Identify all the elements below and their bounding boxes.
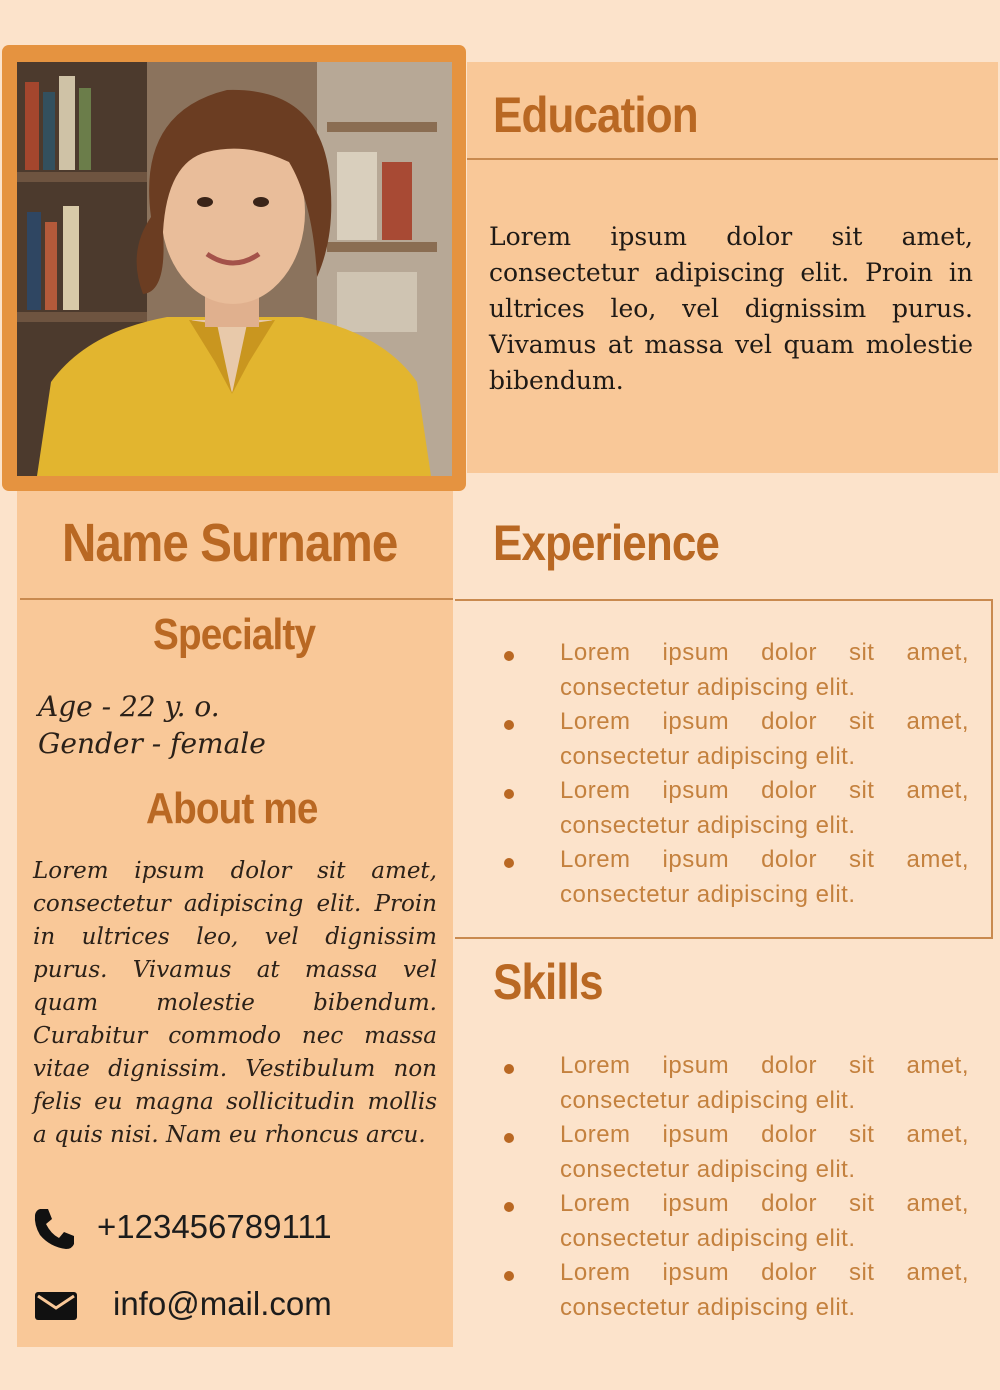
email-address[interactable]: info@mail.com [113,1285,332,1322]
name-heading: Name Surname [62,513,398,573]
experience-item [499,843,969,912]
experience-item-text: Lorem ipsum dolor sit amet, consectetur adipiscing elit. [560,777,969,839]
experience-item [499,636,969,705]
age-text: Age - 22 y. o. [38,690,220,723]
mail-icon [33,1288,79,1324]
skill-item-text: Lorem ipsum dolor sit amet, consectetur adipiscing elit. [560,1121,969,1183]
education-divider [467,158,998,160]
specialty-heading: Specialty [153,610,316,659]
phone-icon [32,1205,78,1251]
education-heading: Education [493,87,698,143]
experience-item-text: Lorem ipsum dolor sit amet, consectetur adipiscing elit. [560,846,969,908]
experience-heading: Experience [493,515,720,571]
profile-photo-illustration [17,62,452,476]
skill-item [499,1049,969,1118]
skill-item [499,1187,969,1256]
bullet-icon [504,1064,514,1074]
skill-item-text: Lorem ipsum dolor sit amet, consectetur adipiscing elit. [560,1052,969,1114]
name-divider [20,598,453,600]
education-text: Lorem ipsum dolor sit amet, consectetur adipiscing elit. Proin in ultrices leo, vel dignissim purus. Vivamus at massa vel quam molestie bibendum. [489,222,973,395]
skill-item-text: Lorem ipsum dolor sit amet, consectetur adipiscing elit. [560,1190,969,1252]
skill-item-text: Lorem ipsum dolor sit amet, consectetur adipiscing elit. [560,1259,969,1321]
skill-item [499,1118,969,1187]
bullet-icon [504,1133,514,1143]
skills-list [499,1049,969,1325]
bullet-icon [504,1202,514,1212]
about-me-text: Lorem ipsum dolor sit amet, consectetur adipiscing elit. Proin in ultrices leo, vel dignissim purus. Vivamus at massa vel quam molestie bibendum. Curabitur commodo nec massa vitae dignissim. Vestibulum non felis eu magna sollicitudin mollis a quis nisi. Nam eu rhoncus arcu. [33,858,437,1148]
experience-item-text: Lorem ipsum dolor sit amet, consectetur adipiscing elit. [560,639,969,701]
bullet-icon [504,720,514,730]
experience-list [499,636,969,912]
bullet-icon [504,651,514,661]
skills-heading: Skills [493,954,603,1010]
gender-text: Gender - female [38,727,266,760]
bullet-icon [504,858,514,868]
bullet-icon [504,789,514,799]
experience-item [499,774,969,843]
profile-photo [17,62,452,476]
about-me-heading: About me [146,784,318,833]
bullet-icon [504,1271,514,1281]
skill-item [499,1256,969,1325]
phone-number[interactable]: +123456789111 [97,1208,332,1245]
experience-item [499,705,969,774]
experience-item-text: Lorem ipsum dolor sit amet, consectetur adipiscing elit. [560,708,969,770]
